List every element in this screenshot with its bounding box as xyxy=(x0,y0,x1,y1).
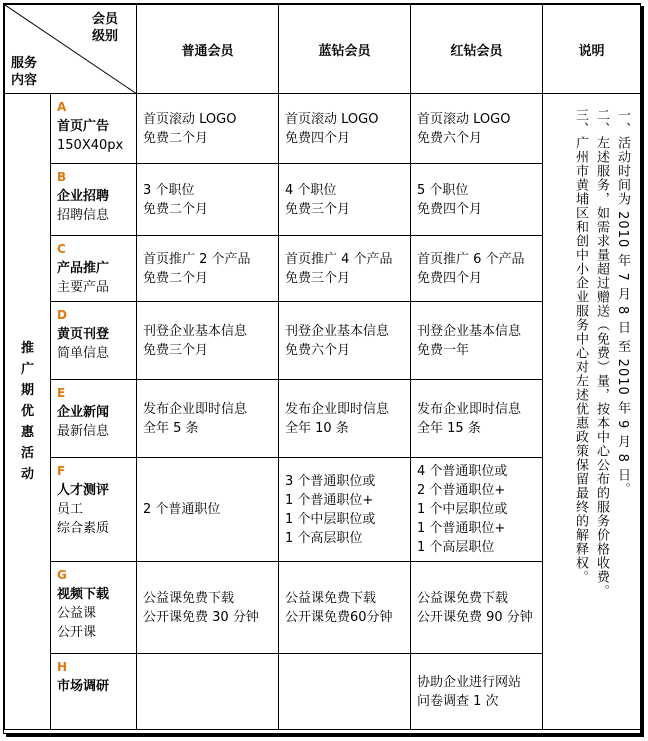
service-category xyxy=(51,380,137,458)
benefit-line: 首页推广 4 个产品 xyxy=(285,251,393,267)
benefit-line: 2 个普通职位 xyxy=(143,502,221,517)
service-category xyxy=(51,458,137,562)
benefit-cell xyxy=(137,654,279,730)
benefit-line: 4 个普通职位或 xyxy=(417,464,508,479)
benefit-line: 首页推广 6 个产品 xyxy=(417,251,525,267)
benefit-line: 发布企业即时信息 xyxy=(417,401,522,417)
category-subtitle: 综合素质 xyxy=(57,521,110,536)
category-subtitle: 主要产品 xyxy=(57,280,110,295)
benefit-cell xyxy=(137,164,279,236)
category-name: 企业招聘 xyxy=(57,189,110,204)
benefit-line: 问卷调查 1 次 xyxy=(417,693,499,709)
category-letter: H xyxy=(57,660,68,674)
service-category xyxy=(51,302,137,380)
notes-cell xyxy=(543,94,641,730)
benefit-cell xyxy=(279,236,411,302)
category-name: 视频下载 xyxy=(57,587,110,602)
benefit-cell xyxy=(137,458,279,562)
benefit-line: 3 个职位 xyxy=(143,182,195,198)
benefit-line: 免费四个月 xyxy=(285,130,351,146)
benefit-line: 公开课免费 30 分钟 xyxy=(143,609,259,625)
benefit-line: 公益课免费下载 xyxy=(143,590,235,606)
category-letter: C xyxy=(57,242,66,256)
benefit-line: 1 个中层职位或 xyxy=(285,511,376,527)
benefit-line: 发布企业即时信息 xyxy=(285,401,390,417)
benefit-cell xyxy=(279,302,411,380)
benefit-line: 首页推广 2 个产品 xyxy=(143,251,251,267)
note-item: 一、活动时间为 2010 年 7 月 8 日 至 2010 年 9 月 8 日。 xyxy=(615,108,630,496)
category-letter: A xyxy=(57,100,67,114)
benefit-cell xyxy=(279,164,411,236)
benefit-line: 首页滚动 LOGO xyxy=(143,111,237,127)
level-header-regular: 普通会员 xyxy=(137,5,279,94)
benefit-cell xyxy=(411,380,543,458)
category-letter: E xyxy=(57,386,66,400)
benefit-line: 免费四个月 xyxy=(417,270,483,286)
benefit-line: 公开课免费60分钟 xyxy=(285,609,393,625)
benefit-line: 刊登企业基本信息 xyxy=(417,323,522,339)
category-subtitle: 员工 xyxy=(57,502,84,517)
benefit-line: 刊登企业基本信息 xyxy=(285,323,390,339)
category-name: 首页广告 xyxy=(57,119,110,134)
benefit-line: 协助企业进行网站 xyxy=(417,674,522,690)
benefit-cell xyxy=(411,302,543,380)
category-name: 市场调研 xyxy=(57,679,110,694)
category-name: 企业新闻 xyxy=(57,405,110,420)
benefit-cell xyxy=(411,654,543,730)
category-letter: B xyxy=(57,170,67,184)
benefit-line: 全年 5 条 xyxy=(143,420,199,436)
category-letter: F xyxy=(57,464,66,478)
note-item: 三、广州市黄埔区和创中小企业服务中心对左述优惠政策保留最终的解释权。 xyxy=(573,108,588,584)
benefit-cell xyxy=(411,94,543,164)
level-header-red-diamond: 红钻会员 xyxy=(411,5,543,94)
promotion-period-label: 推 广 期 优 惠 活 动 xyxy=(5,94,51,730)
benefit-line: 免费三个月 xyxy=(285,201,351,217)
benefit-line: 全年 10 条 xyxy=(285,420,349,436)
benefit-line: 首页滚动 LOGO xyxy=(417,111,511,127)
benefit-line: 刊登企业基本信息 xyxy=(143,323,248,339)
note-header: 说明 xyxy=(543,5,641,94)
benefit-cell xyxy=(411,458,543,562)
note-item: 二、左述服务，如需求量超过赠送（免费）量，按本中心公布的服务价格收费。 xyxy=(594,108,609,598)
benefit-line: 免费二个月 xyxy=(143,201,209,217)
benefit-cell xyxy=(411,164,543,236)
benefit-cell xyxy=(137,94,279,164)
benefit-line: 免费四个月 xyxy=(417,201,483,217)
benefit-line: 公益课免费下载 xyxy=(285,590,377,606)
benefit-cell xyxy=(279,94,411,164)
benefit-line: 公益课免费下载 xyxy=(417,590,509,606)
category-subtitle: 公益课 xyxy=(57,606,97,621)
benefit-cell xyxy=(137,302,279,380)
category-name: 黄页刊登 xyxy=(57,327,110,342)
benefit-line: 免费二个月 xyxy=(143,130,209,146)
category-name: 人才测评 xyxy=(57,483,110,498)
service-category xyxy=(51,94,137,164)
benefit-line: 免费六个月 xyxy=(417,130,483,146)
corner-level-label: 会员 级别 xyxy=(91,12,118,44)
benefit-cell xyxy=(279,654,411,730)
service-category xyxy=(51,562,137,654)
benefit-cell xyxy=(279,562,411,654)
category-subtitle: 招聘信息 xyxy=(57,208,110,223)
benefit-line: 1 个高层职位 xyxy=(285,530,363,546)
header-corner-cell xyxy=(5,5,137,94)
category-subtitle: 公开课 xyxy=(57,625,97,640)
benefit-cell xyxy=(411,236,543,302)
service-category xyxy=(51,654,137,730)
benefit-line: 5 个职位 xyxy=(417,182,469,198)
benefit-cell xyxy=(279,380,411,458)
benefit-line: 免费三个月 xyxy=(143,342,209,358)
benefit-line: 免费三个月 xyxy=(285,270,351,286)
corner-service-label: 服务 内容 xyxy=(11,56,38,88)
benefit-line: 3 个普通职位或 xyxy=(285,473,376,489)
service-category xyxy=(51,164,137,236)
benefit-line: 1 个普通职位+ xyxy=(285,492,374,508)
category-subtitle: 简单信息 xyxy=(57,346,110,361)
category-letter: D xyxy=(57,308,67,322)
service-category xyxy=(51,236,137,302)
category-subtitle: 150X40px xyxy=(57,138,124,153)
benefit-cell xyxy=(411,562,543,654)
benefit-cell xyxy=(279,458,411,562)
level-header-blue-diamond: 蓝钻会员 xyxy=(279,5,411,94)
benefit-line: 免费一年 xyxy=(417,342,470,358)
benefit-cell xyxy=(137,562,279,654)
benefit-line: 免费二个月 xyxy=(143,270,209,286)
benefit-line: 1 个中层职位或 xyxy=(417,502,508,517)
benefit-line: 免费六个月 xyxy=(285,342,351,358)
benefit-line: 首页滚动 LOGO xyxy=(285,111,379,127)
benefit-line: 4 个职位 xyxy=(285,182,337,198)
benefit-line: 2 个普通职位+ xyxy=(417,483,506,498)
category-letter: G xyxy=(57,568,67,582)
category-subtitle: 最新信息 xyxy=(57,424,110,439)
benefit-line: 全年 15 条 xyxy=(417,420,481,436)
benefit-line: 发布企业即时信息 xyxy=(143,401,248,417)
membership-benefits-table xyxy=(4,4,641,730)
table-row xyxy=(5,94,641,164)
benefit-line: 公开课免费 90 分钟 xyxy=(417,609,533,625)
benefit-cell xyxy=(137,380,279,458)
benefit-line: 1 个普通职位+ xyxy=(417,521,506,536)
category-name: 产品推广 xyxy=(57,261,110,276)
benefit-cell xyxy=(137,236,279,302)
benefit-line: 1 个高层职位 xyxy=(417,540,495,555)
